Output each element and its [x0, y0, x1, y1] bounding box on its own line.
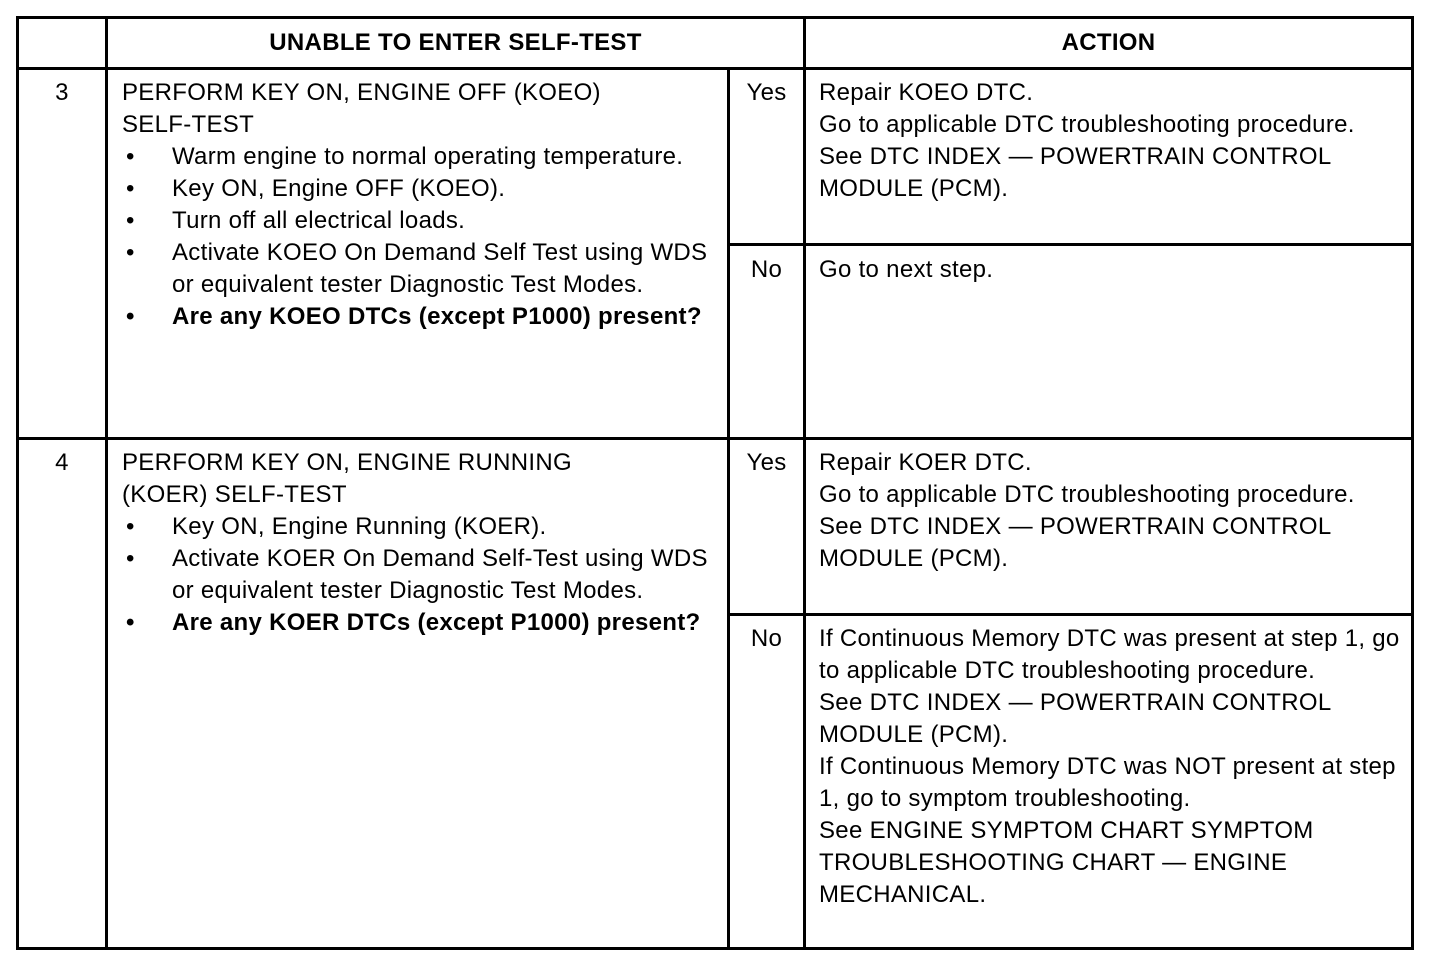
step-4-yes-label: Yes: [746, 449, 787, 476]
action-line: See DTC INDEX — POWERTRAIN CONTROL MODULE (PCM).: [819, 513, 1331, 572]
action-line: See ENGINE SYMPTOM CHART SYMPTOM TROUBLESHOOTING CHART — ENGINE MECHANICAL.: [819, 817, 1314, 908]
header-divider: [19, 67, 1411, 70]
step-3-yes-action: [819, 77, 1404, 205]
step-4-title-line-1: PERFORM KEY ON, ENGINE RUNNING: [122, 449, 572, 476]
diagnostic-table: [16, 16, 1414, 950]
header-title: UNABLE TO ENTER SELF-TEST: [269, 29, 642, 56]
step-3-bullet: • Activate KOEO On Demand Self Test using WDS or equivalent tester Diagnostic Test Modes.: [122, 237, 722, 301]
step-3-question: • Are any KOEO DTCs (except P1000) present?: [122, 301, 722, 333]
step-3-test: [122, 77, 722, 333]
step-3-bullet: • Turn off all electrical loads.: [122, 205, 722, 237]
step-4-bullet-list: [122, 511, 722, 639]
step-3-bullet: • Warm engine to normal operating temperature.: [122, 141, 722, 173]
action-line: If Continuous Memory DTC was present at step 1, go to applicable DTC troubleshooting procedure.: [819, 625, 1400, 684]
step-3-title-line-1: PERFORM KEY ON, ENGINE OFF (KOEO): [122, 79, 601, 106]
step3-yes-no-divider: [729, 243, 1411, 246]
step-4-no-label: No: [750, 625, 783, 652]
step-4-no-action: [819, 623, 1404, 911]
step-4-number: 4: [55, 449, 69, 476]
action-line: If Continuous Memory DTC was NOT present at step 1, go to symptom troubleshooting.: [819, 753, 1396, 812]
step-3-no-label: No: [750, 256, 783, 283]
action-line: Go to applicable DTC troubleshooting procedure.: [819, 111, 1355, 138]
action-line: Repair KOER DTC.: [819, 449, 1032, 476]
step-3-number: 3: [55, 79, 69, 106]
step-3-bullet-list: [122, 141, 722, 333]
row-divider: [19, 437, 1411, 440]
step-4-bullet: • Activate KOER On Demand Self-Test using WDS or equivalent tester Diagnostic Test Modes.: [122, 543, 722, 607]
header-action: ACTION: [1061, 29, 1156, 56]
header-step-cell: [19, 19, 105, 67]
step-4-question: • Are any KOER DTCs (except P1000) present?: [122, 607, 722, 639]
step-4-bullet: • Key ON, Engine Running (KOER).: [122, 511, 722, 543]
action-line: Repair KOEO DTC.: [819, 79, 1034, 106]
step-4-title-line-2: (KOER) SELF-TEST: [122, 481, 347, 508]
action-line: See DTC INDEX — POWERTRAIN CONTROL MODULE (PCM).: [819, 689, 1331, 748]
answer-column-divider: [727, 67, 730, 947]
number-column-divider: [105, 19, 108, 947]
step-3-title-line-2: SELF-TEST: [122, 111, 255, 138]
step-3-bullet: • Key ON, Engine OFF (KOEO).: [122, 173, 722, 205]
step-3-no-action: [819, 254, 1404, 286]
step-3-yes-label: Yes: [746, 79, 787, 106]
action-line: See DTC INDEX — POWERTRAIN CONTROL MODULE (PCM).: [819, 143, 1331, 202]
action-line: Go to applicable DTC troubleshooting procedure.: [819, 481, 1355, 508]
step4-yes-no-divider: [729, 613, 1411, 616]
step-4-test: [122, 447, 722, 639]
step-4-yes-action: [819, 447, 1404, 575]
action-line: Go to next step.: [819, 256, 994, 283]
action-column-divider: [803, 19, 806, 947]
